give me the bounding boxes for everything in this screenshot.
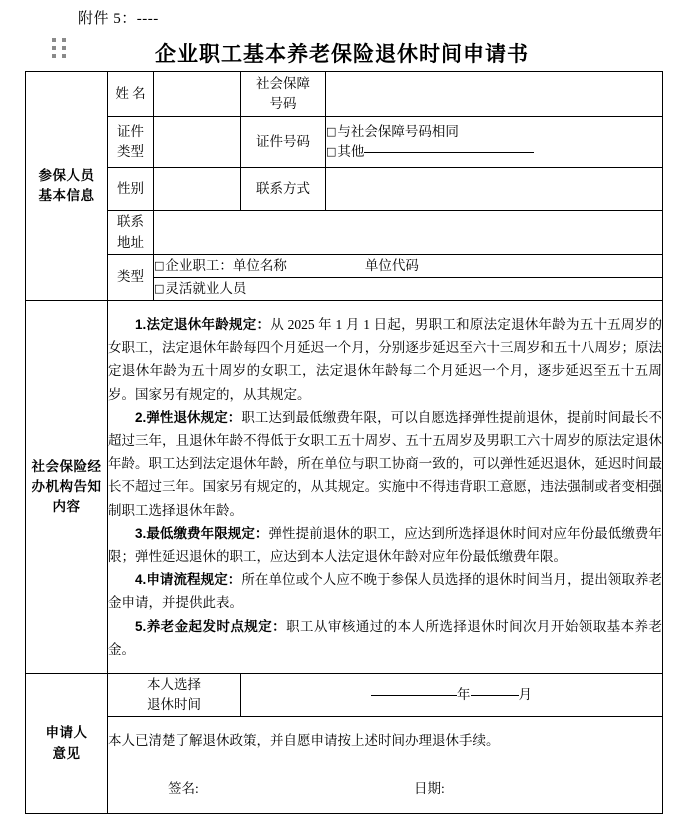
label-employer-code: 单位代码 xyxy=(364,258,419,274)
notice-paragraph xyxy=(108,313,662,406)
label-gender: 性别 xyxy=(108,168,154,211)
input-retire-year[interactable] xyxy=(371,695,457,696)
label-ssn-line1: 社会保障 xyxy=(256,75,310,91)
date-field[interactable] xyxy=(414,779,445,799)
field-gender-value[interactable] xyxy=(154,168,241,211)
checkbox-id-other-label: 其他 xyxy=(337,144,365,159)
label-name: 姓 名 xyxy=(108,72,154,117)
page-title: 企业职工基本养老保险退休时间申请书 xyxy=(155,43,529,66)
checkbox-type-enterprise-employee-label: 企业职工： xyxy=(165,258,233,274)
unit-year: 年 xyxy=(457,686,471,702)
section-label-basic-info-line1: 参保人员 xyxy=(38,167,95,183)
signature-label: 签名: xyxy=(168,781,199,797)
field-selected-retire-time xyxy=(241,674,663,717)
checkbox-type-enterprise-employee[interactable] xyxy=(154,256,662,276)
notice-paragraph-body: 职工从审核通过的本人所选择退休时间次月开始领取基本养老金。 xyxy=(108,618,663,657)
consent-statement: 本人已清楚了解退休政策，并自愿申请按上述时间办理退休手续。 xyxy=(108,733,500,749)
table-row-gender xyxy=(26,168,663,211)
notice-paragraph-body: 职工达到最低缴费年限，可以自愿选择弹性提前退休，提前时间最长不超过三年，且退休年龄不得低于女职工五十周岁、五十五周岁及男职工六十周岁的原法定退休年龄。职工达到法定退休年龄，所在单位与职工协商一致的，可以弹性延迟退休，延迟时间最长不超过三年。国家另有规定的，从其规定。实施中不得违背职工意愿，违法强制或者变相强制职工选择退休年龄。 xyxy=(108,409,663,518)
section-label-applicant-opinion xyxy=(26,674,108,814)
signature-row xyxy=(108,779,662,799)
field-id-type-value[interactable] xyxy=(154,117,241,168)
unit-month: 月 xyxy=(518,686,532,702)
table-row-retire-time xyxy=(26,674,663,717)
label-id-number: 证件号码 xyxy=(241,117,326,168)
notice-paragraph-body: 从 2025 年 1 月 1 日起，男职工和原法定退休年龄为五十五周岁的女职工，法定退休年龄每四个月延迟一个月，分别逐步延迟至六十三周岁和五十八周岁；原法定退休年龄为五十周岁的女职工，法定退休年龄每二个月延迟一个月，逐步延迟至五十五周岁。国家另有规定的，从其规定。 xyxy=(108,316,663,402)
section-label-notice-line3: 内容 xyxy=(52,499,81,515)
checkbox-type-flexible-worker[interactable] xyxy=(154,279,662,299)
label-address xyxy=(108,211,154,255)
consent-block xyxy=(108,717,663,814)
field-type-employee xyxy=(154,255,663,278)
input-id-other-value[interactable] xyxy=(364,152,534,153)
date-label: 日期: xyxy=(414,781,445,797)
field-contact-value[interactable] xyxy=(326,168,663,211)
checkbox-id-other[interactable] xyxy=(326,142,662,162)
notice-paragraph-title: 1.法定退休年龄规定： xyxy=(135,316,271,332)
label-ssn-line2: 号码 xyxy=(269,96,297,111)
field-address-value[interactable] xyxy=(154,211,663,255)
label-type: 类型 xyxy=(108,255,154,301)
section-label-notice-line2: 办机构告知 xyxy=(31,478,102,494)
section-label-basic-info xyxy=(26,72,108,301)
input-retire-month[interactable] xyxy=(471,695,519,696)
notice-content xyxy=(108,301,663,674)
table-row-id-type xyxy=(26,117,663,168)
label-id-type-line1: 证件 xyxy=(117,123,144,139)
field-name-value[interactable] xyxy=(154,72,241,117)
checkbox-id-same-as-ssn[interactable] xyxy=(326,122,662,142)
label-contact: 联系方式 xyxy=(241,168,326,211)
checkbox-icon: □ xyxy=(326,125,337,139)
label-id-type-line2: 类型 xyxy=(117,144,144,159)
checkbox-id-same-as-ssn-label: 与社会保障号码相同 xyxy=(337,124,459,140)
label-selected-retire-time-line1: 本人选择 xyxy=(147,676,201,692)
field-social-security-number-value[interactable] xyxy=(326,72,663,117)
notice-paragraph xyxy=(108,568,662,614)
field-id-number-options xyxy=(326,117,663,168)
table-row-consent xyxy=(26,717,663,814)
checkbox-icon: □ xyxy=(154,259,165,273)
notice-paragraph xyxy=(108,522,662,568)
checkbox-icon: □ xyxy=(154,282,165,296)
notice-paragraph-title: 2.弹性退休规定： xyxy=(135,409,242,425)
section-label-basic-info-line2: 基本信息 xyxy=(38,188,95,203)
label-selected-retire-time-line2: 退休时间 xyxy=(147,697,201,712)
notice-paragraph-body: 所在单位或个人应不晚于参保人员选择的退休时间当月，提出领取养老金申请，并提供此表。 xyxy=(108,572,663,611)
notice-paragraph-title: 3.最低缴费年限规定： xyxy=(135,525,269,541)
label-address-line1: 联系 xyxy=(117,214,144,230)
label-social-security-number xyxy=(241,72,326,117)
section-label-notice xyxy=(26,301,108,674)
label-employer-name: 单位名称 xyxy=(232,258,287,274)
label-selected-retire-time xyxy=(108,674,241,717)
field-type-flexible xyxy=(154,278,663,301)
notice-paragraph-title: 4.申请流程规定： xyxy=(135,572,242,588)
label-id-type xyxy=(108,117,154,168)
table-row-notice xyxy=(26,301,663,674)
table-row-name xyxy=(26,72,663,117)
section-label-notice-line1: 社会保险经 xyxy=(31,458,102,474)
table-row-address xyxy=(26,211,663,255)
notice-paragraph xyxy=(108,615,662,661)
notice-paragraph-body: 弹性提前退休的职工，应达到所选择退休时间对应年份最低缴费年限；弹性延迟退休的职工，应达到本人法定退休年龄对应年份最低缴费年限。 xyxy=(108,525,662,565)
checkbox-icon: □ xyxy=(326,145,337,158)
section-label-applicant-line2: 意见 xyxy=(52,745,81,761)
retirement-application-form xyxy=(25,71,663,814)
checkbox-type-flexible-worker-label: 灵活就业人员 xyxy=(165,281,247,297)
label-address-line2: 地址 xyxy=(117,234,144,250)
table-row-type-employee xyxy=(26,255,663,278)
notice-paragraph xyxy=(108,406,662,522)
attachment-number-label: 附件 5：---- xyxy=(78,11,159,27)
section-label-applicant-line1: 申请人 xyxy=(45,725,88,741)
signature-field[interactable] xyxy=(168,779,414,799)
notice-paragraph-title: 5.养老金起发时点规定： xyxy=(135,618,287,634)
